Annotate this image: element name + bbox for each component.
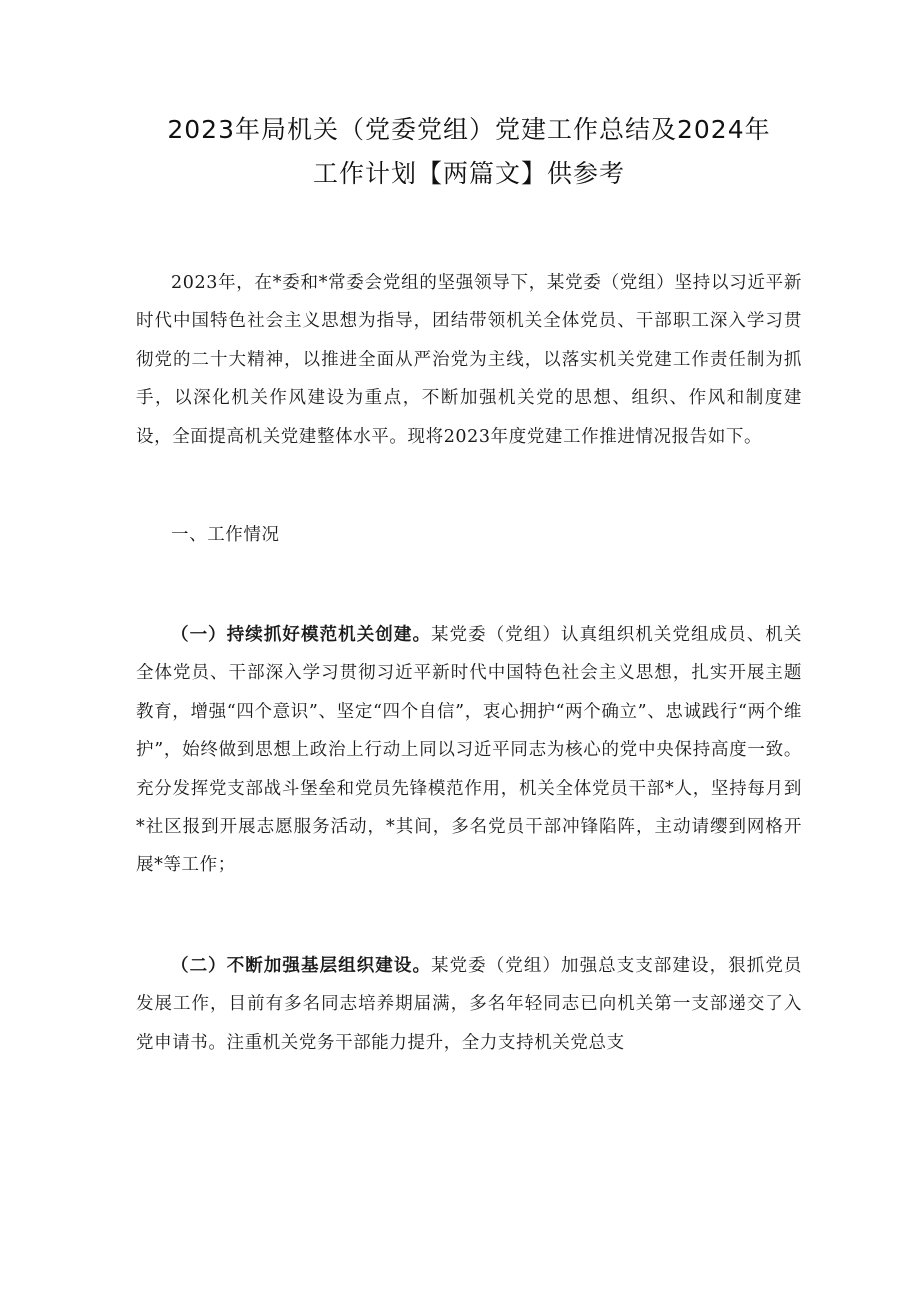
section-heading-work-status: 一、工作情况 <box>171 525 280 546</box>
section-2-body: 某党委（党组）加强总支支部建设，狠抓党员发展工作，目前有多名同志培养期届满，多名年轻同志已向机关第一支部递交了入党申请书。注重机关党务干部能力提升，全力支持机关党总支 <box>136 955 802 1053</box>
intro-paragraph: 2023年，在*委和*常委会党组的坚强领导下，某党委（党组）坚持以习近平新时代中国特色社会主义思想为指导，团结带领机关全体党员、干部职工深入学习贯彻党的二十大精神，以推进全面从严治党为主线，以落实机关党建工作责任制为抓手，以深化机关作风建设为重点，不断加强机关党的思想、组织、作风和制度建设，全面提高机关党建整体水平。现将2023年度党建工作推进情况报告如下。 <box>136 273 802 447</box>
document-title <box>136 108 802 196</box>
section-2-paragraph <box>136 947 802 1062</box>
section-1-paragraph <box>136 616 802 885</box>
section-1-lead: （一）持续抓好模范机关创建。 <box>171 625 432 646</box>
section-1-body: 某党委（党组）认真组织机关党组成员、机关全体党员、干部深入学习贯彻习近平新时代中国特色社会主义思想，扎实开展主题教育，增强“四个意识”、坚定“四个自信”，衷心拥护“两个确立”、忠诚践行“两个维护”，始终做到思想上政治上行动上同以习近平同志为核心的党中央保持高度一致。充分发挥党支部战斗堡垒和党员先锋模范作用，机关全体党员干部*人，坚持每月到*社区报到开展志愿服务活动，*其间，多名党员干部冲锋陷阵，主动请缨到网格开展*等工作； <box>136 625 802 876</box>
section-2-lead: （二）不断加强基层组织建设。 <box>171 955 432 976</box>
title-line-2: 工作计划【两篇文】供参考 <box>312 159 625 188</box>
title-line-1: 2023年局机关（党委党组）党建工作总结及2024年 <box>167 115 771 144</box>
